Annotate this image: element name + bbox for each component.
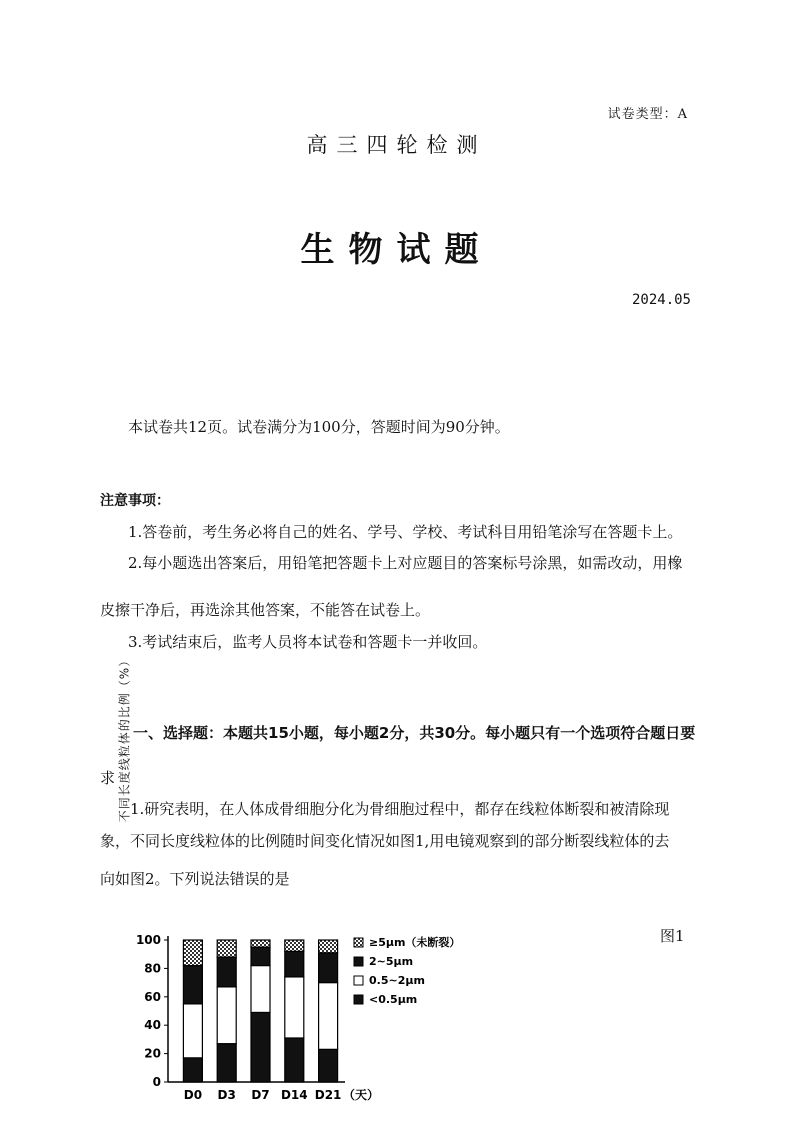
bar-segment (285, 1038, 304, 1082)
intro-text: 本试卷共12页。试卷满分为100分，答题时间为90分钟。 (128, 418, 510, 436)
notice-heading: 注意事项： (100, 493, 170, 509)
exam-date: 2024.05 (631, 292, 691, 308)
x-tick-label: D7 (251, 1088, 270, 1102)
legend-label: 2~5μm (369, 955, 414, 968)
figure1-chart (135, 928, 500, 1103)
y-tick-label: 100 (135, 933, 161, 947)
bar-segment (183, 940, 202, 966)
legend-swatch (354, 938, 363, 947)
legend-label: 0.5~2μm (369, 974, 425, 987)
bar-segment (285, 951, 304, 977)
figure1-label: 图1 (660, 927, 685, 945)
bar-segment (251, 947, 270, 965)
y-tick-label: 60 (144, 989, 161, 1004)
bar-segment (319, 983, 338, 1050)
notice-item-2-line-1: 2.每小题选出答案后，用铅笔把答题卡上对应题目的答案标号涂黑，如需改动，用橡 (128, 554, 683, 572)
bar-segment (285, 977, 304, 1038)
y-tick-label: 0 (152, 1075, 161, 1089)
x-tick-label: D0 (183, 1088, 203, 1102)
y-tick-label: 40 (144, 1018, 161, 1033)
bar-segment (319, 1049, 338, 1082)
bar-segment (319, 953, 338, 983)
exam-title: 生物试题 (300, 230, 493, 270)
notice-item-2-line-2: 皮擦干净后，再选涂其他答案，不能答在试卷上。 (100, 601, 431, 619)
legend-label: ≥5μm（未断裂） (369, 936, 461, 949)
bar-segment (319, 940, 338, 953)
section1-heading-tail: 求 (100, 769, 116, 787)
section1-heading: 一、选择题：本题共15小题，每小题2分，共30分。每小题只有一个选项符合题日要 (133, 724, 696, 742)
legend-swatch (354, 995, 363, 1004)
question1-line-1: 1.研究表明，在人体成骨细胞分化为骨细胞过程中，都存在线粒体断裂和被清除现 (130, 800, 670, 818)
bar-segment (251, 940, 270, 947)
paper-type-label: 试卷类型：A (607, 107, 688, 122)
x-tick-label: D3 (217, 1088, 236, 1102)
question1-line-2: 象，不同长度线粒体的比例随时间变化情况如图1,用电镜观察到的部分断裂线粒体的去 (100, 832, 670, 850)
x-tick-label: D14 (280, 1088, 308, 1102)
bar-segment (217, 1044, 236, 1082)
legend-label: <0.5μm (369, 993, 418, 1006)
figure1-ylabel: 不同长度线粒体的比例（%） (117, 653, 132, 823)
bar-segment (183, 966, 202, 1004)
bar-segment (217, 957, 236, 987)
legend-swatch (354, 976, 363, 985)
legend-swatch (354, 957, 363, 966)
x-unit-label: （天） (343, 1088, 380, 1102)
x-tick-label: D21 (314, 1088, 342, 1102)
bar-segment (251, 1012, 270, 1082)
notice-item-3: 3.考试结束后，监考人员将本试卷和答题卡一并收回。 (128, 633, 488, 651)
bar-segment (183, 1004, 202, 1058)
notice-item-1: 1.答卷前，考生务必将自己的姓名、学号、学校、考试科目用铅笔涂写在答题卡上。 (128, 523, 683, 541)
bar-segment (217, 987, 236, 1044)
question1-line-3: 向如图2。下列说法错误的是 (100, 870, 290, 888)
bar-segment (217, 940, 236, 957)
y-tick-label: 80 (144, 961, 161, 976)
bar-segment (183, 1058, 202, 1082)
bar-segment (285, 940, 304, 951)
exam-subtitle: 高三四轮检测 (306, 133, 487, 157)
bar-segment (251, 966, 270, 1013)
y-tick-label: 20 (144, 1046, 161, 1061)
